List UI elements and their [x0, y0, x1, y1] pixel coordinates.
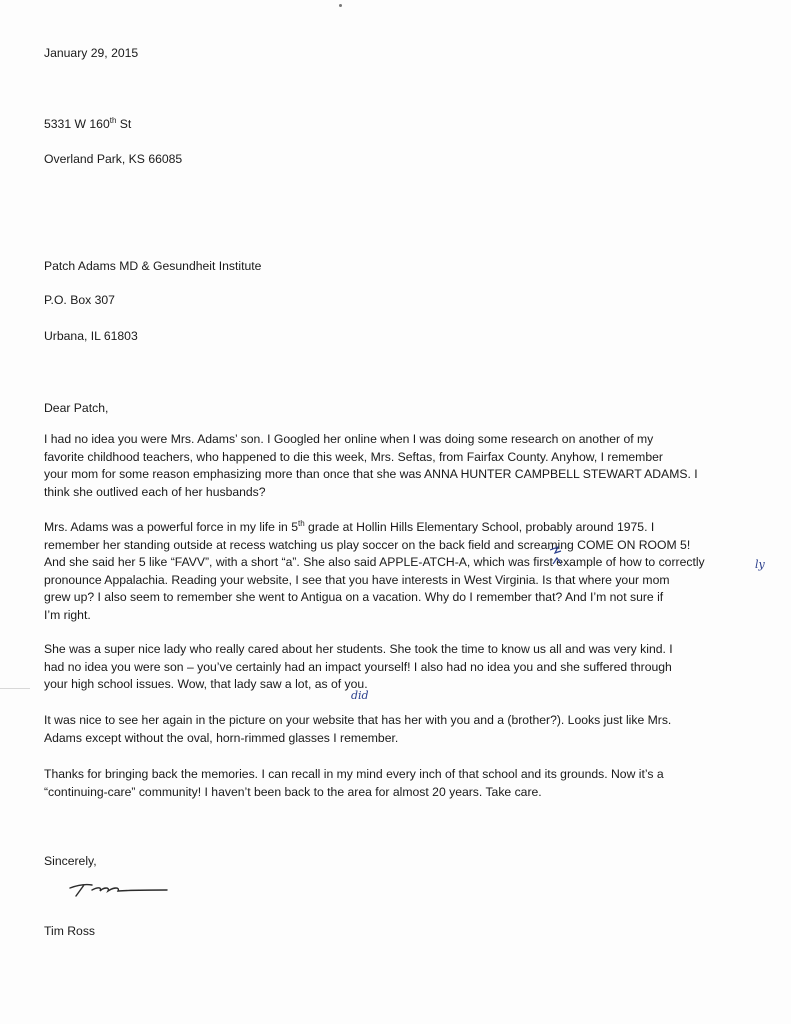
sender-city: Overland Park, KS 66085 — [44, 152, 183, 166]
body-paragraph-1 — [44, 431, 756, 501]
signature-name: Tim Ross — [44, 924, 96, 938]
paragraph-text: grade at Hollin Hills Elementary School, probably around 1975. I — [304, 520, 655, 534]
sender-street — [44, 117, 131, 132]
handwritten-ly-correction: ly — [755, 558, 765, 571]
scan-streak — [0, 688, 30, 689]
paragraph-line: Thanks for bringing back the memories. I can recall in my mind every inch of that school and its grounds. Now it’s a — [44, 767, 664, 781]
paragraph-line: I’m right. — [44, 607, 91, 622]
paragraph-line: favorite childhood teachers, who happened to die this week, Mrs. Seftas, from Fairfax County. Anyhow, I remember — [44, 449, 663, 464]
sender-street-ordinal: th — [109, 116, 117, 125]
sender-street-number: 5331 W 160 — [44, 117, 110, 131]
body-paragraph-5 — [44, 766, 756, 801]
paragraph-line: I had no idea you were Mrs. Adams’ son. I Googled her online when I was doing some research on another of my — [44, 432, 654, 446]
paragraph-line: your high school issues. Wow, that lady saw a lot, as of you. — [44, 677, 368, 692]
recipient-city: Urbana, IL 61803 — [44, 329, 138, 343]
paragraph-line: grew up? I also seem to remember she went to Antigua on a vacation. Why do I remember that? And I’m not sure if — [44, 590, 664, 605]
recipient-name: Patch Adams MD & Gesundheit Institute — [44, 259, 262, 273]
paragraph-line — [44, 519, 756, 537]
body-paragraph-3 — [44, 641, 756, 694]
salutation: Dear Patch, — [44, 401, 109, 415]
handwritten-insert-caret — [548, 546, 568, 566]
paragraph-line: She was a super nice lady who really cared about her students. She took the time to know us all and was very kind. I — [44, 642, 673, 656]
paragraph-line: It was nice to see her again in the picture on your website that has her with you and a (brother?). Looks just like Mrs. — [44, 713, 672, 727]
body-paragraph-4 — [44, 712, 756, 747]
paragraph-line: And she said her 5 like “FAVV”, with a short “a”. She also said APPLE-ATCH-A, which was first example of how to correctly — [44, 555, 705, 570]
closing: Sincerely, — [44, 854, 97, 868]
paragraph-line: think she outlived each of her husbands? — [44, 484, 266, 499]
grade-ordinal: th — [298, 519, 305, 528]
body-paragraph-2 — [44, 519, 756, 625]
paragraph-line: had no idea you were son – you’ve certainly had an impact yourself! I also had no idea you and she suffered through — [44, 659, 672, 674]
scan-speck — [339, 4, 342, 7]
handwritten-signature — [62, 876, 172, 900]
letter-date: January 29, 2015 — [44, 46, 139, 60]
sender-street-name: St — [116, 117, 132, 131]
handwritten-did-insertion: did — [351, 689, 369, 702]
paragraph-line: your mom for some reason emphasizing more than once that she was ANNA HUNTER CAMPBELL STEWART ADAMS. I — [44, 467, 698, 482]
paragraph-text: Mrs. Adams was a powerful force in my life in 5 — [44, 520, 298, 534]
paragraph-line: remember her standing outside at recess watching us play soccer on the back field and screaming COME ON ROOM 5! — [44, 537, 691, 552]
paragraph-line: pronounce Appalachia. Reading your website, I see that you have interests in West Virginia. Is that where your mom — [44, 572, 670, 587]
paragraph-line: “continuing-care” community! I haven’t been back to the area for almost 20 years. Take care. — [44, 784, 542, 799]
recipient-po-box: P.O. Box 307 — [44, 293, 115, 307]
paragraph-line: Adams except without the oval, horn-rimmed glasses I remember. — [44, 730, 399, 745]
